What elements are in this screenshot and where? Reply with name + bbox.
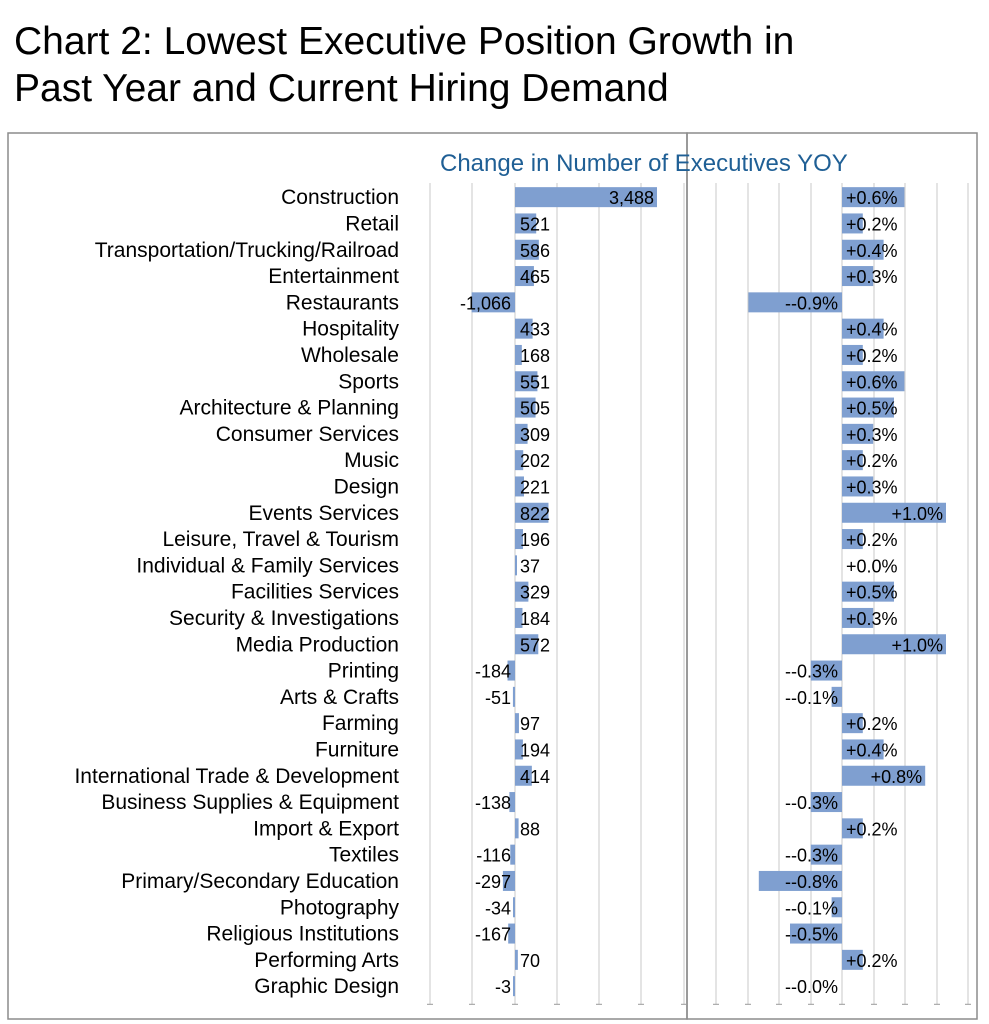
category-label: Sports [338, 370, 399, 394]
bar-yoy-percent-label: +0.5% [846, 582, 898, 603]
bar-yoy-percent-label: +0.4% [846, 740, 898, 761]
bar-executives-label: 202 [520, 451, 551, 472]
bar-executives-label: 309 [520, 424, 551, 445]
category-label: Hospitality [302, 317, 399, 341]
bar-yoy-percent-label: +0.5% [846, 398, 898, 419]
bar-yoy-percent-label: +0.3% [846, 608, 898, 629]
bar-yoy-percent-label: +0.2% [846, 451, 898, 472]
bar-yoy-percent-label: +0.6% [846, 188, 898, 209]
bar-yoy-percent-label: +0.6% [846, 372, 898, 393]
bar-executives-label: -167 [474, 924, 511, 945]
bar-executives-label: -138 [474, 793, 511, 814]
category-label: Entertainment [268, 265, 399, 289]
category-label: Leisure, Travel & Tourism [162, 528, 399, 552]
bar-executives-label: -51 [484, 687, 511, 708]
bar-executives [513, 976, 515, 996]
bar-yoy-percent-label: --0.9% [784, 293, 838, 314]
category-label: Textiles [328, 843, 399, 867]
category-label: Events Services [248, 501, 399, 525]
bar-yoy-percent-label: +0.2% [846, 714, 898, 735]
category-label: Facilities Services [230, 580, 399, 604]
category-label: Religious Institutions [206, 922, 399, 946]
category-label: Farming [321, 712, 399, 736]
bar-executives-label: 521 [520, 214, 551, 235]
bar-yoy-percent-label: +0.2% [846, 345, 898, 366]
bar-executives-label: -116 [476, 845, 511, 866]
bar-executives-label: 433 [520, 319, 551, 340]
bar-yoy-percent-label: +0.4% [846, 319, 898, 340]
bar-executives-label: 37 [520, 556, 541, 577]
category-label: Performing Arts [254, 948, 399, 972]
bar-executives-label: -34 [484, 898, 511, 919]
category-label: Transportation/Trucking/Railroad [94, 238, 399, 262]
bar-executives-label: 586 [520, 240, 551, 261]
category-label: Primary/Secondary Education [121, 869, 399, 893]
category-label: Photography [279, 896, 399, 920]
bar-executives-label: 70 [520, 950, 541, 971]
bar-yoy-percent-label: +0.4% [846, 240, 898, 261]
category-label: Media Production [235, 633, 399, 657]
bar-yoy-percent-label: --0.1% [784, 687, 838, 708]
category-label: Restaurants [285, 291, 399, 315]
bar-yoy-percent-label: +0.2% [846, 819, 898, 840]
category-label: International Trade & Development [74, 764, 399, 788]
bar-executives-label: 551 [520, 372, 551, 393]
bar-yoy-percent-label: +0.3% [846, 424, 898, 445]
bar-executives [515, 818, 519, 838]
bar-yoy-percent-label: +0.2% [846, 530, 898, 551]
bar-executives-label: 572 [520, 635, 551, 656]
bar-yoy-percent-label: +1.0% [891, 503, 943, 524]
category-label: Business Supplies & Equipment [101, 791, 399, 815]
bar-yoy-percent-label: +0.2% [846, 214, 898, 235]
bar-executives-label: 465 [520, 267, 551, 288]
bar-executives-label: 168 [520, 345, 551, 366]
bar-executives-label: -3 [494, 977, 511, 998]
category-label: Import & Export [253, 817, 399, 841]
bar-executives-label: 329 [520, 582, 551, 603]
chart-title-line-2: Past Year and Current Hiring Demand [14, 67, 669, 110]
bar-executives-label: -184 [474, 661, 511, 682]
bar-executives-label: 194 [520, 740, 551, 761]
series-header: Change in Number of Executives YOY [440, 150, 848, 177]
category-label: Furniture [314, 738, 399, 762]
bar-executives-label: 505 [520, 398, 551, 419]
bar-yoy-percent-label: --0.0% [784, 977, 838, 998]
bar-yoy-percent-label: +0.3% [846, 477, 898, 498]
category-label: Wholesale [300, 343, 399, 367]
bar-yoy-percent-label: +0.8% [870, 766, 923, 787]
category-label: Consumer Services [215, 422, 399, 446]
bar-yoy-percent-label: --0.1% [784, 898, 838, 919]
bar-executives-label: 414 [520, 766, 551, 787]
category-label: Arts & Crafts [279, 685, 399, 709]
category-label: Individual & Family Services [136, 554, 399, 578]
bar-executives-label: -297 [474, 871, 511, 892]
bar-executives-label: 3,488 [608, 188, 654, 209]
bar-executives [513, 897, 515, 917]
bar-yoy-percent-label: +0.0% [846, 556, 898, 577]
bar-yoy-percent-label: +0.3% [846, 267, 898, 288]
bar-executives-label: 88 [520, 819, 541, 840]
bar-executives-label: 221 [520, 477, 551, 498]
chart-title-line-1: Chart 2: Lowest Executive Position Growth in [14, 20, 795, 63]
category-label: Music [344, 449, 399, 473]
bar-executives-label: 822 [520, 503, 551, 524]
bar-executives [515, 555, 517, 575]
category-label: Security & Investigations [169, 606, 399, 630]
bar-executives-label: 184 [520, 608, 551, 629]
bar-yoy-percent-label: --0.3% [784, 661, 838, 682]
bar-yoy-percent-label: +1.0% [891, 635, 943, 656]
bar-executives-label: 97 [520, 714, 541, 735]
bar-yoy-percent-label: --0.3% [784, 793, 838, 814]
bar-yoy-percent-label: --0.5% [784, 924, 838, 945]
bar-executives [515, 713, 519, 733]
category-label: Graphic Design [254, 975, 399, 999]
bar-yoy-percent-label: --0.8% [784, 871, 838, 892]
bar-executives [513, 687, 515, 707]
category-label: Retail [345, 212, 399, 236]
bar-executives [515, 950, 518, 970]
bar-yoy-percent-label: +0.2% [846, 950, 898, 971]
category-label: Printing [327, 659, 399, 683]
bar-yoy-percent-label: --0.3% [784, 845, 838, 866]
bar-executives-label: 196 [520, 530, 551, 551]
category-label: Construction [281, 186, 399, 210]
bar-executives-label: -1,066 [459, 293, 511, 314]
category-label: Architecture & Planning [179, 396, 399, 420]
category-label: Design [333, 475, 399, 499]
